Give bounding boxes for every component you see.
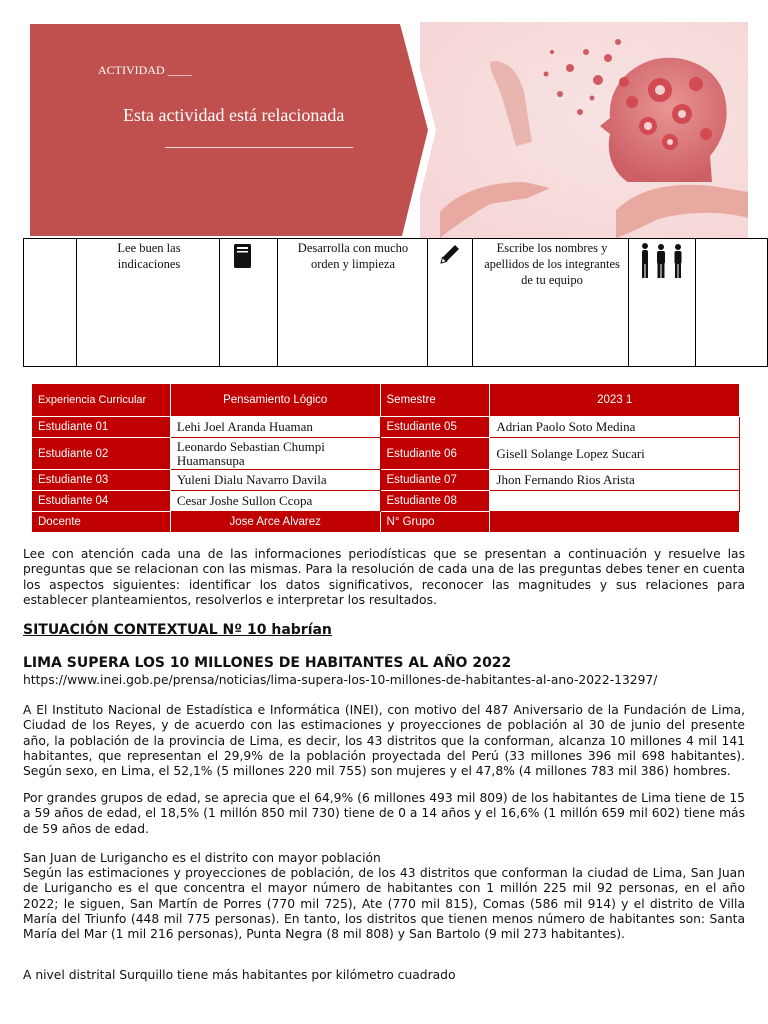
student-label: Estudiante 07 [380, 470, 490, 491]
student-name: Leonardo Sebastian Chumpi Huamansupa [170, 438, 380, 470]
students-table [31, 383, 740, 533]
student-name: Adrian Paolo Soto Medina [490, 417, 740, 438]
student-label: Estudiante 05 [380, 417, 490, 438]
table-row [32, 438, 740, 470]
semestre-value: 2023 1 [490, 384, 740, 417]
experiencia-label: Experiencia Curricular [32, 384, 171, 417]
article-paragraph-1: A El Instituto Nacional de Estadística e Informática (INEI), con motivo del 487 Aniversario de la Fundación de Lima, Ciudad de los Reyes, y de acuerdo con las estimaciones y proyecciones de población al 30 de junio del presente año, la población de la provincia de Lima, es decir, los 43 distritos que la conforman, alcanza 10 millones 4 mil 141 habitantes, que representan el 29,9% de la población proyectada del Perú (33 millones 396 mil 698 habitantes). Según sexo, en Lima, el 52,1% (5 millones 220 mil 755) son mujeres y el 47,8% (4 millones 783 mil 386) hombres. [23, 703, 745, 779]
student-name [490, 491, 740, 512]
grupo-label: N° Grupo [380, 512, 490, 533]
instr-names-text: Escribe los nombres y apellidos de los integrantes de tu equipo [484, 241, 620, 287]
student-label: Estudiante 02 [32, 438, 171, 470]
activity-label: ACTIVIDAD ____ [98, 63, 192, 77]
docente-label: Docente [32, 512, 171, 533]
table-row [32, 491, 740, 512]
student-label: Estudiante 03 [32, 470, 171, 491]
article-subheading: San Juan de Lurigancho es el distrito con mayor población [23, 851, 381, 865]
instr-order-text: Desarrolla con mucho orden y limpieza [297, 241, 409, 271]
grupo-value [490, 512, 740, 533]
student-name: Jhon Fernando Rios Arista [490, 470, 740, 491]
table-row [32, 417, 740, 438]
article-title: LIMA SUPERA LOS 10 MILLONES DE HABITANTES AL AÑO 2022 [23, 655, 512, 671]
table-row [32, 470, 740, 491]
situation-title: SITUACIÓN CONTEXTUAL Nº 10 habrían [23, 622, 332, 638]
docente-value: Jose Arce Alvarez [170, 512, 380, 533]
instructions-table [23, 238, 768, 367]
source-url: https://www.inei.gob.pe/prensa/noticias/lima-supera-los-10-millones-de-habitantes-al-ano-2022-13297/ [23, 673, 658, 687]
instr-read-text: Lee buen las indicaciones [117, 241, 181, 271]
student-label: Estudiante 04 [32, 491, 171, 512]
activity-underline [165, 147, 353, 148]
team-icon [639, 242, 689, 280]
student-label: Estudiante 08 [380, 491, 490, 512]
table-row [32, 512, 740, 533]
semestre-label: Semestre [380, 384, 490, 417]
intro-paragraph: Lee con atención cada una de las informaciones periodísticas que se presentan a continuación y resuelve las preguntas que se relacionan con las mismas. Para la resolución de cada una de las preguntas debes tener en cuenta los aspectos siguientes: identificar los datos significativos, reconocer las magnitudes y sus relaciones para establecer planteamientos, resolverlos e interpretar los resultados. [23, 547, 745, 607]
student-label: Estudiante 06 [380, 438, 490, 470]
article-paragraph-4: A nivel distrital Surquillo tiene más habitantes por kilómetro cuadrado [23, 968, 456, 982]
student-label: Estudiante 01 [32, 417, 171, 438]
brain-gears-illustration [420, 22, 748, 238]
activity-banner [28, 22, 748, 238]
table-row [32, 384, 740, 417]
book-icon [233, 243, 253, 269]
student-name: Gisell Solange Lopez Sucari [490, 438, 740, 470]
instr-cell-empty [24, 239, 77, 366]
student-name: Lehi Joel Aranda Huaman [170, 417, 380, 438]
activity-title: Esta actividad está relacionada [123, 105, 345, 125]
student-name: Cesar Joshe Sullon Ccopa [170, 491, 380, 512]
pencil-icon [438, 242, 462, 266]
experiencia-value: Pensamiento Lógico [170, 384, 380, 417]
article-paragraph-2: Por grandes grupos de edad, se aprecia que el 64,9% (6 millones 493 mil 809) de los habitantes de Lima tiene de 15 a 59 años de edad, el 18,5% (1 millón 850 mil 730) tiene de 0 a 14 años y el 16,6% (1 millón 659 mil 602) tiene más de 59 años de edad. [23, 791, 745, 836]
student-name: Yuleni Dialu Navarro Davila [170, 470, 380, 491]
article-paragraph-3: Según las estimaciones y proyecciones de población, de los 43 distritos que conforman la ciudad de Lima, San Juan de Lurigancho es el que concentra el mayor número de habitantes con 1 millón 225 mil 92 personas, en el año 2022; le siguen, San Martín de Porres (770 mil 725), Ate (770 mil 815), Comas (586 mil 914) y el distrito de Villa María del Triunfo (448 mil 775 personas). En tanto, los distritos que tienen menos número de habitantes son: Santa María del Mar (1 mil 216 personas), Punta Negra (8 mil 808) y San Bartolo (9 mil 273 habitantes). [23, 866, 745, 942]
banner-red-shape [28, 22, 448, 238]
